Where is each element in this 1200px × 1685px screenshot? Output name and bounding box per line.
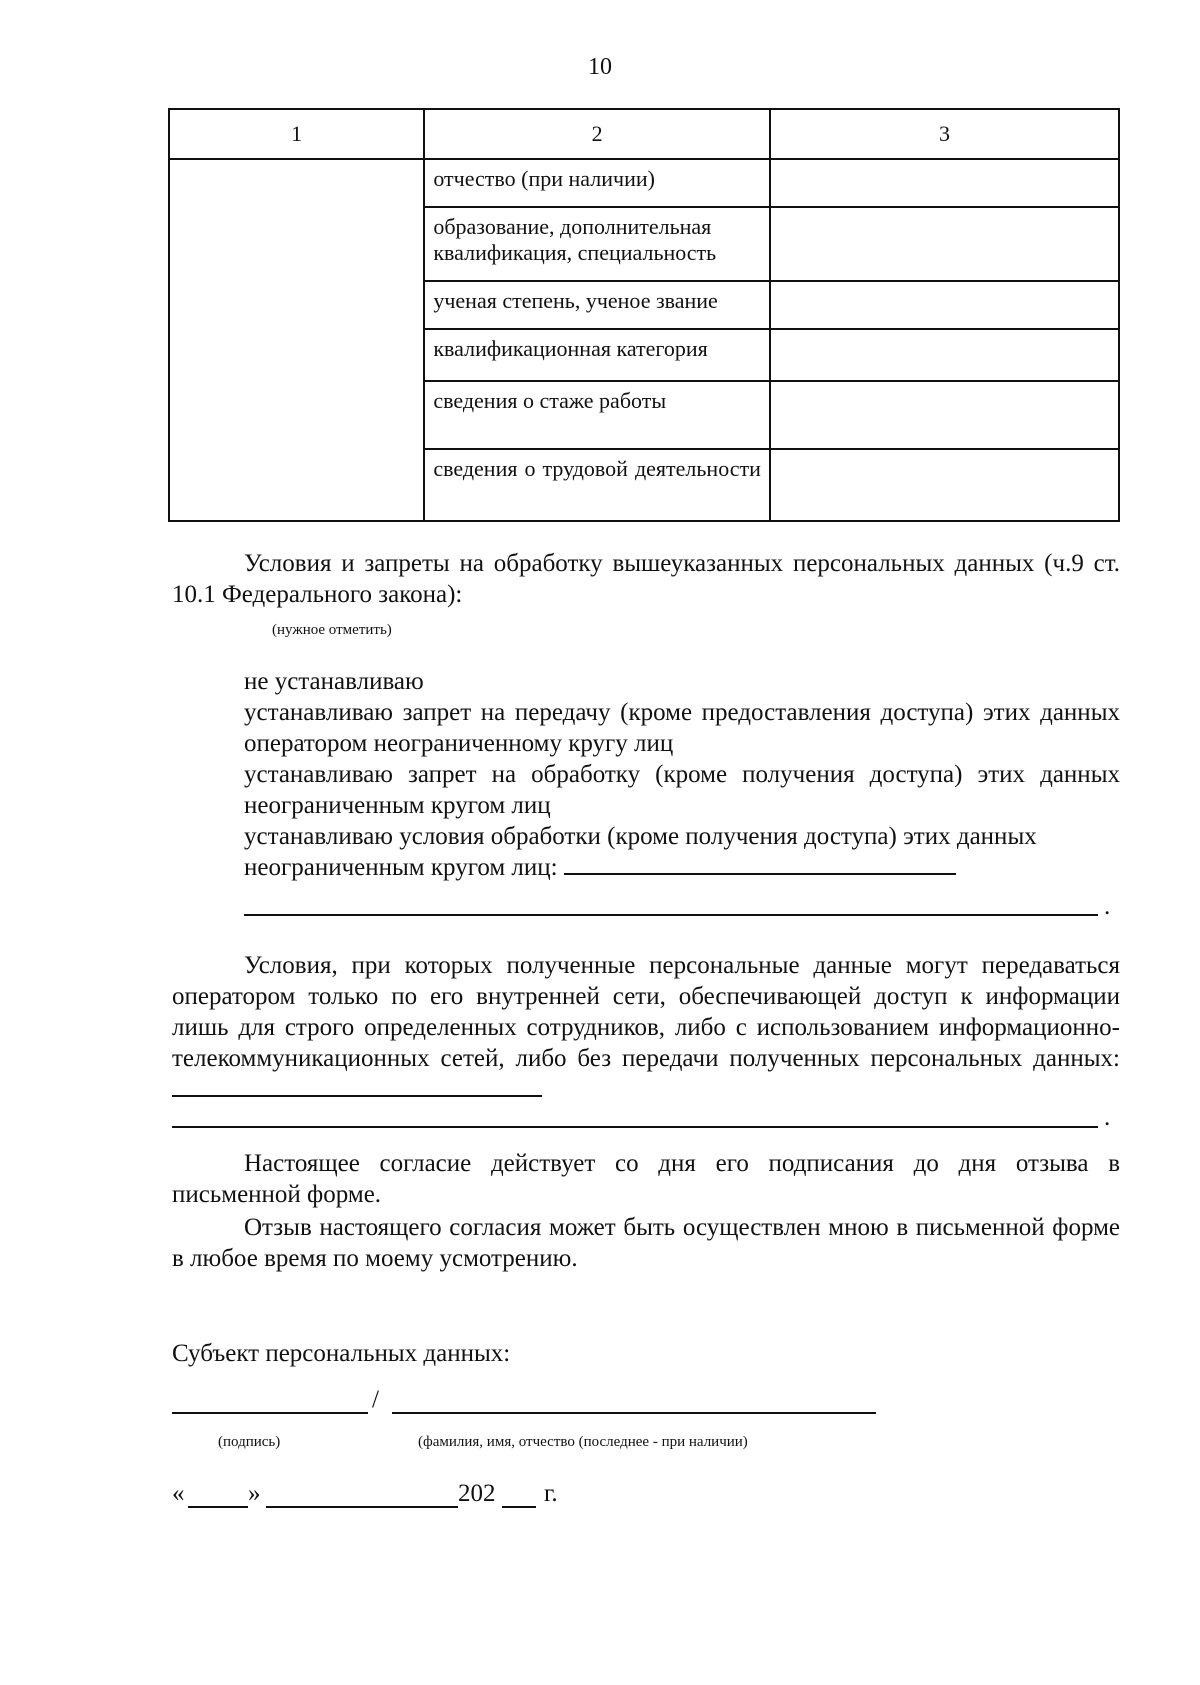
table-header-row xyxy=(169,109,1119,159)
full-name-line[interactable] xyxy=(392,1412,876,1414)
conditions-fill-line-2[interactable] xyxy=(244,914,1098,916)
subject-label: Субъект персональных данных: xyxy=(172,1340,511,1367)
column-header: 2 xyxy=(424,109,770,159)
date-close-quote: » xyxy=(248,1480,261,1507)
mark-needed-note: (нужное отметить) xyxy=(272,622,392,638)
signature-line[interactable] xyxy=(172,1412,368,1414)
day-line[interactable] xyxy=(188,1506,248,1508)
year-suffix: г. xyxy=(544,1480,558,1507)
transfer-fill-line[interactable] xyxy=(172,1094,542,1097)
conditions-intro: Условия и запреты на обработку вышеуказанных персональных данных (ч.9 ст. 10.1 Федерального закона): xyxy=(172,550,1120,608)
personal-data-table xyxy=(168,108,1120,522)
option-ban-transfer[interactable]: устанавливаю запрет на передачу (кроме предоставления доступа) этих данных оператором неограниченному кругу лиц xyxy=(244,699,1120,757)
year-prefix: 202 xyxy=(458,1480,496,1507)
table-cell: сведения о стаже работы xyxy=(424,381,770,449)
option-set-conditions-text: устанавливаю условия обработки (кроме получения доступа) этих данных неограниченным кругом лиц: xyxy=(244,823,1037,881)
page-number: 10 xyxy=(588,54,612,80)
table-cell-empty xyxy=(169,159,424,521)
transfer-conditions-text: Условия, при которых полученные персональные данные могут передаваться оператором только по его внутренней сети, обеспечивающей доступ к информации лишь для строго определенных сотрудников, либо с использованием информационно-телекоммуникационных сетей, либо без передачи полученных персональных данных: xyxy=(172,952,1120,1072)
signature-caption: (подпись) xyxy=(218,1434,281,1450)
table-cell-empty xyxy=(770,207,1119,281)
column-header: 1 xyxy=(169,109,424,159)
transfer-fill-line-2[interactable] xyxy=(172,1126,1098,1128)
table-cell: отчество (при наличии) xyxy=(424,159,770,207)
option-ban-processing[interactable]: устанавливаю запрет на обработку (кроме получения доступа) этих данных неограниченным кругом лиц xyxy=(244,761,1120,819)
transfer-conditions xyxy=(172,950,1120,1105)
end-period: . xyxy=(1104,893,1111,920)
table-cell-empty xyxy=(770,381,1119,449)
conditions-options xyxy=(244,666,1120,883)
revocation-paragraph: Отзыв настоящего согласия может быть осуществлен мною в письменной форме в любое время по моему усмотрению. xyxy=(172,1214,1120,1272)
option-set-conditions[interactable] xyxy=(244,821,1120,883)
table-cell: квалификационная категория xyxy=(424,329,770,381)
date-open-quote: « xyxy=(172,1480,185,1507)
table-cell: сведения о трудовой деятельности xyxy=(424,449,770,521)
table-cell-empty xyxy=(770,159,1119,207)
validity-paragraph: Настоящее согласие действует со дня его подписания до дня отзыва в письменной форме. xyxy=(172,1150,1120,1208)
option-not-set[interactable]: не устанавливаю xyxy=(244,668,424,695)
table-row xyxy=(169,159,1119,207)
conditions-fill-line[interactable] xyxy=(564,872,956,875)
end-period: . xyxy=(1104,1104,1111,1131)
table-cell-empty xyxy=(770,281,1119,329)
month-line[interactable] xyxy=(266,1506,458,1508)
full-name-caption: (фамилия, имя, отчество (последнее - при наличии) xyxy=(418,1434,748,1450)
signature-slash: / xyxy=(372,1386,379,1413)
table-cell-empty xyxy=(770,449,1119,521)
table-cell: ученая степень, ученое звание xyxy=(424,281,770,329)
year-line[interactable] xyxy=(502,1506,536,1508)
table-cell: образование, дополнительная квалификация, специальность xyxy=(424,207,770,281)
table-cell-empty xyxy=(770,329,1119,381)
column-header: 3 xyxy=(770,109,1119,159)
